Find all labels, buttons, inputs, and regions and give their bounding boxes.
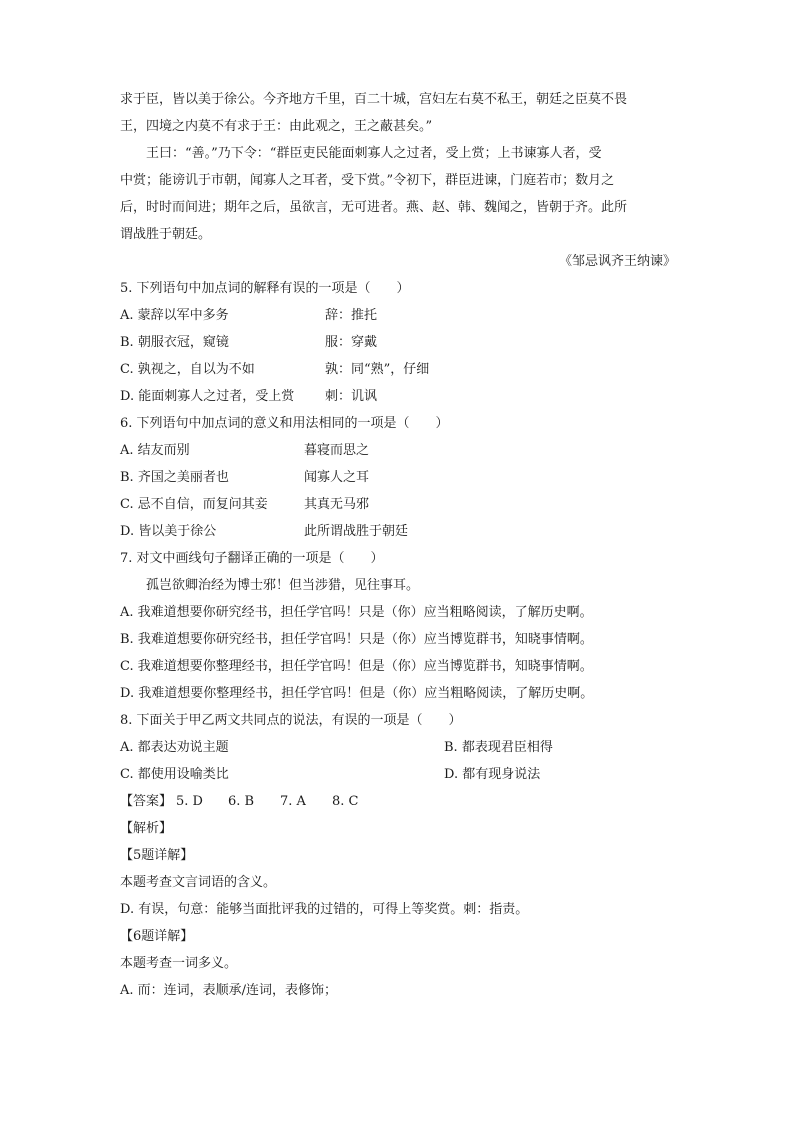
q5-option-text: C. 孰视之，自以为不如 xyxy=(120,362,255,377)
passage-source: 《邹忌讽齐王纳谏》 xyxy=(558,254,676,269)
q8-stem: 8. 下面关于甲乙两文共同点的说法，有误的一项是（ ） xyxy=(120,713,462,728)
q7-stem: 7. 对文中画线句子翻译正确的一项是（ ） xyxy=(120,551,384,566)
q5-stem: 5. 下列语句中加点词的解释有误的一项是（ ） xyxy=(120,281,410,296)
answer-item: 8. C xyxy=(332,794,359,809)
answer-item: 5. D xyxy=(176,794,203,809)
passage-line: 谓战胜于朝廷。 xyxy=(120,227,212,242)
q7-option-c: C. 我难道想要你整理经书，担任学官吗！但是（你）应当博览群书，知晓事情啊。 xyxy=(120,659,593,674)
q7-option-a: A. 我难道想要你研究经书，担任学官吗！只是（你）应当粗略阅读，了解历史啊。 xyxy=(120,605,593,620)
q5-option-text: D. 能面刺寡人之过者，受上赏 xyxy=(120,389,295,404)
analysis-label: 【解析】 xyxy=(120,821,173,836)
passage-line: 求于臣，皆以美于徐公。今齐地方千里，百二十城，宫妇左右莫不私王，朝廷之臣莫不畏 xyxy=(120,92,628,107)
passage-line: 后，时时而间进；期年之后，虽欲言，无可进者。燕、赵、韩、魏闻之，皆朝于齐。此所 xyxy=(120,200,628,215)
q6-option-compare: 闻寡人之耳 xyxy=(304,470,370,485)
q6-analysis-detail: A. 而：连词，表顺承/连词，表修饰； xyxy=(120,983,338,998)
q6-analysis-title: 【6题详解】 xyxy=(120,929,194,944)
q5-option-gloss: 辞：推托 xyxy=(325,308,378,323)
q6-option-compare: 其真无马邪 xyxy=(304,497,370,512)
answer-item: 7. A xyxy=(280,794,306,809)
q6-option-compare: 暮寝而思之 xyxy=(304,443,370,458)
passage-line: 王，四境之内莫不有求于王：由此观之，王之蔽甚矣。” xyxy=(120,119,433,134)
q5-analysis-text: 本题考查文言词语的含义。 xyxy=(120,875,277,890)
q8-option-b: B. 都表现君臣相得 xyxy=(444,740,553,755)
q6-option-compare: 此所谓战胜于朝廷 xyxy=(304,524,409,539)
q5-analysis-detail: D. 有误，句意：能够当面批评我的过错的，可得上等奖赏。刺：指责。 xyxy=(120,902,529,917)
q6-option-text: C. 忌不自信，而复问其妾 xyxy=(120,497,268,512)
passage-line: 中赏；能谤讥于市朝，闻寡人之耳者，受下赏。”令初下，群臣进谏，门庭若市；数月之 xyxy=(120,173,615,188)
q5-option-text: B. 朝服衣冠，窥镜 xyxy=(120,335,229,350)
q8-option-c: C. 都使用设喻类比 xyxy=(120,767,229,782)
q5-option-gloss: 孰：同“熟”，仔细 xyxy=(325,362,430,377)
q7-option-b: B. 我难道想要你研究经书，担任学官吗！只是（你）应当博览群书，知晓事情啊。 xyxy=(120,632,593,647)
passage-line: 王曰：“善。”乃下令：“群臣吏民能面刺寡人之过者，受上赏；上书谏寡人者，受 xyxy=(146,146,602,161)
q5-option-gloss: 刺：讥讽 xyxy=(325,389,378,404)
answer-item: 6. B xyxy=(228,794,255,809)
q6-analysis-text: 本题考查一词多义。 xyxy=(120,956,238,971)
q5-option-text: A. 蒙辞以军中多务 xyxy=(120,308,229,323)
q5-analysis-title: 【5题详解】 xyxy=(120,848,194,863)
q7-option-d: D. 我难道想要你整理经书，担任学官吗！但是（你）应当粗略阅读，了解历史啊。 xyxy=(120,686,594,701)
answer-label: 【答案】 xyxy=(120,794,173,809)
q8-option-a: A. 都表达劝说主题 xyxy=(120,740,229,755)
q6-option-text: B. 齐国之美丽者也 xyxy=(120,470,229,485)
q7-quote: 孤岂欲卿治经为博士邪！但当涉猎，见往事耳。 xyxy=(146,578,420,593)
q6-option-text: D. 皆以美于徐公 xyxy=(120,524,217,539)
q6-option-text: A. 结友而别 xyxy=(120,443,190,458)
q5-option-gloss: 服：穿戴 xyxy=(325,335,378,350)
q6-stem: 6. 下列语句中加点词的意义和用法相同的一项是（ ） xyxy=(120,416,449,431)
q8-option-d: D. 都有现身说法 xyxy=(444,767,541,782)
